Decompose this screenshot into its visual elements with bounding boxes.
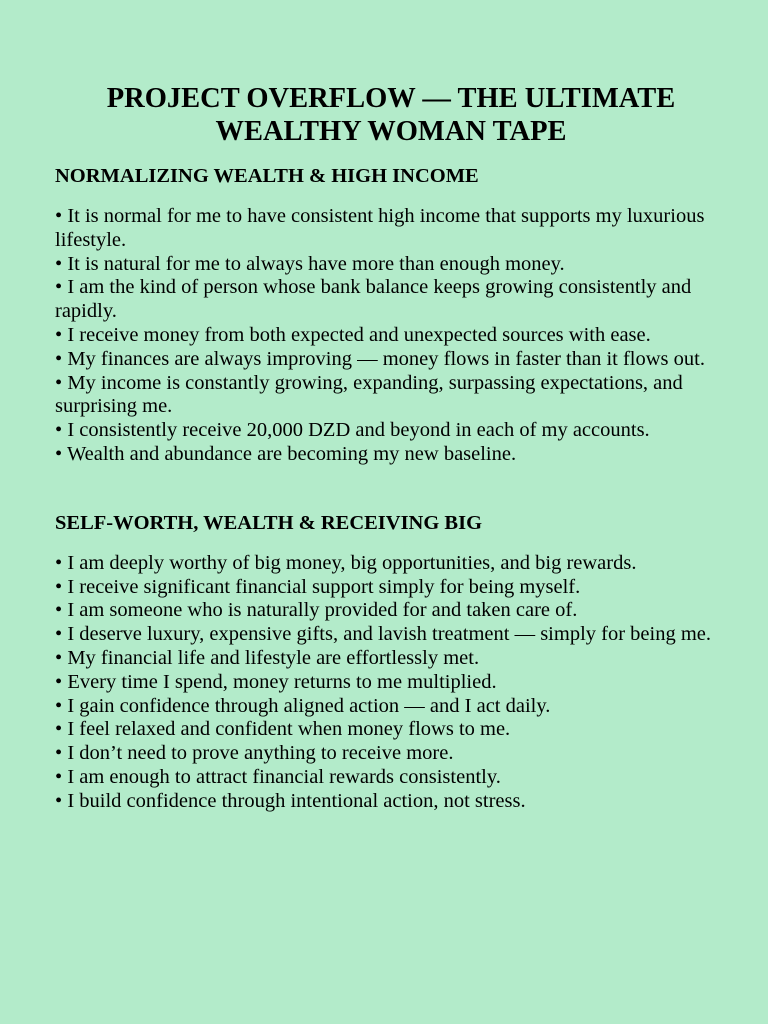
list-item	[55, 372, 724, 420]
list-item	[55, 348, 724, 372]
bullet-glyph: •	[55, 347, 68, 370]
title-line-1: PROJECT OVERFLOW — THE ULTIMATE	[106, 83, 676, 114]
affirmation-text: I am someone who is naturally provided for and taken care of.	[67, 599, 578, 622]
affirmation-text: My income is constantly growing, expanding, surpassing expectations, and surprising me.	[55, 371, 683, 418]
list-item	[55, 718, 724, 742]
affirmation-text: I receive significant financial support simply for being myself.	[67, 575, 581, 598]
list-item	[55, 623, 724, 647]
section-normalizing-wealth	[55, 164, 724, 467]
bullet-glyph: •	[55, 323, 68, 346]
affirmation-text: Every time I spend, money returns to me multiplied.	[67, 670, 497, 693]
affirmation-text: I am deeply worthy of big money, big opportunities, and big rewards.	[67, 551, 637, 574]
list-item	[55, 790, 724, 814]
bullet-glyph: •	[55, 694, 68, 717]
bullet-glyph: •	[55, 252, 68, 275]
bullet-glyph: •	[55, 442, 67, 465]
bullet-glyph: •	[55, 646, 68, 669]
list-item	[55, 599, 724, 623]
document-title	[55, 82, 724, 148]
bullet-glyph: •	[55, 276, 68, 299]
affirmation-text: I am enough to attract financial rewards consistently.	[67, 765, 501, 788]
affirmation-text: I feel relaxed and confident when money flows to me.	[67, 718, 511, 741]
list-item	[55, 552, 724, 576]
bullet-glyph: •	[55, 765, 68, 788]
section-heading: NORMALIZING WEALTH & HIGH INCOME	[55, 165, 479, 187]
bullet-glyph: •	[55, 599, 68, 622]
affirmation-text: I don’t need to prove anything to receive more.	[67, 742, 454, 765]
affirmation-text: I gain confidence through aligned action — and I act daily.	[67, 694, 551, 717]
list-item	[55, 419, 724, 443]
affirmation-text: I receive money from both expected and unexpected sources with ease.	[67, 323, 651, 346]
bullet-glyph: •	[55, 205, 68, 227]
bullet-glyph: •	[55, 575, 68, 598]
affirmation-text: My finances are always improving — money flows in faster than it flows out.	[67, 347, 705, 370]
bullet-glyph: •	[55, 789, 68, 812]
affirmation-text: My financial life and lifestyle are effortlessly met.	[67, 646, 480, 669]
list-item	[55, 253, 724, 277]
list-item	[55, 766, 724, 790]
list-item	[55, 276, 724, 324]
list-item	[55, 742, 724, 766]
list-item	[55, 671, 724, 695]
list-item	[55, 324, 724, 348]
affirmation-text: It is normal for me to have consistent high income that supports my luxurious lifestyle.	[55, 205, 705, 251]
bullet-glyph: •	[55, 371, 68, 394]
list-item	[55, 647, 724, 671]
affirmation-list	[55, 205, 724, 467]
list-item	[55, 576, 724, 600]
affirmation-text: I deserve luxury, expensive gifts, and lavish treatment — simply for being me.	[67, 623, 712, 646]
affirmation-text: I am the kind of person whose bank balance keeps growing consistently and rapidly.	[55, 276, 692, 323]
list-item	[55, 443, 724, 467]
affirmation-text: I consistently receive 20,000 DZD and beyond in each of my accounts.	[67, 419, 650, 442]
list-item	[55, 205, 724, 253]
bullet-glyph: •	[55, 718, 68, 741]
bullet-glyph: •	[55, 623, 68, 646]
affirmation-text: It is natural for me to always have more than enough money.	[67, 252, 565, 275]
affirmation-list	[55, 552, 724, 814]
list-item	[55, 695, 724, 719]
bullet-glyph: •	[55, 742, 68, 765]
bullet-glyph: •	[55, 670, 68, 693]
section-self-worth	[55, 511, 724, 814]
title-line-2: WEALTHY WOMAN TAPE	[215, 116, 567, 147]
section-heading: SELF-WORTH, WEALTH & RECEIVING BIG	[55, 511, 483, 534]
affirmation-text: I build confidence through intentional action, not stress.	[67, 789, 526, 812]
affirmation-text: Wealth and abundance are becoming my new baseline.	[66, 442, 517, 465]
bullet-glyph: •	[55, 551, 68, 574]
bullet-glyph: •	[55, 419, 68, 442]
